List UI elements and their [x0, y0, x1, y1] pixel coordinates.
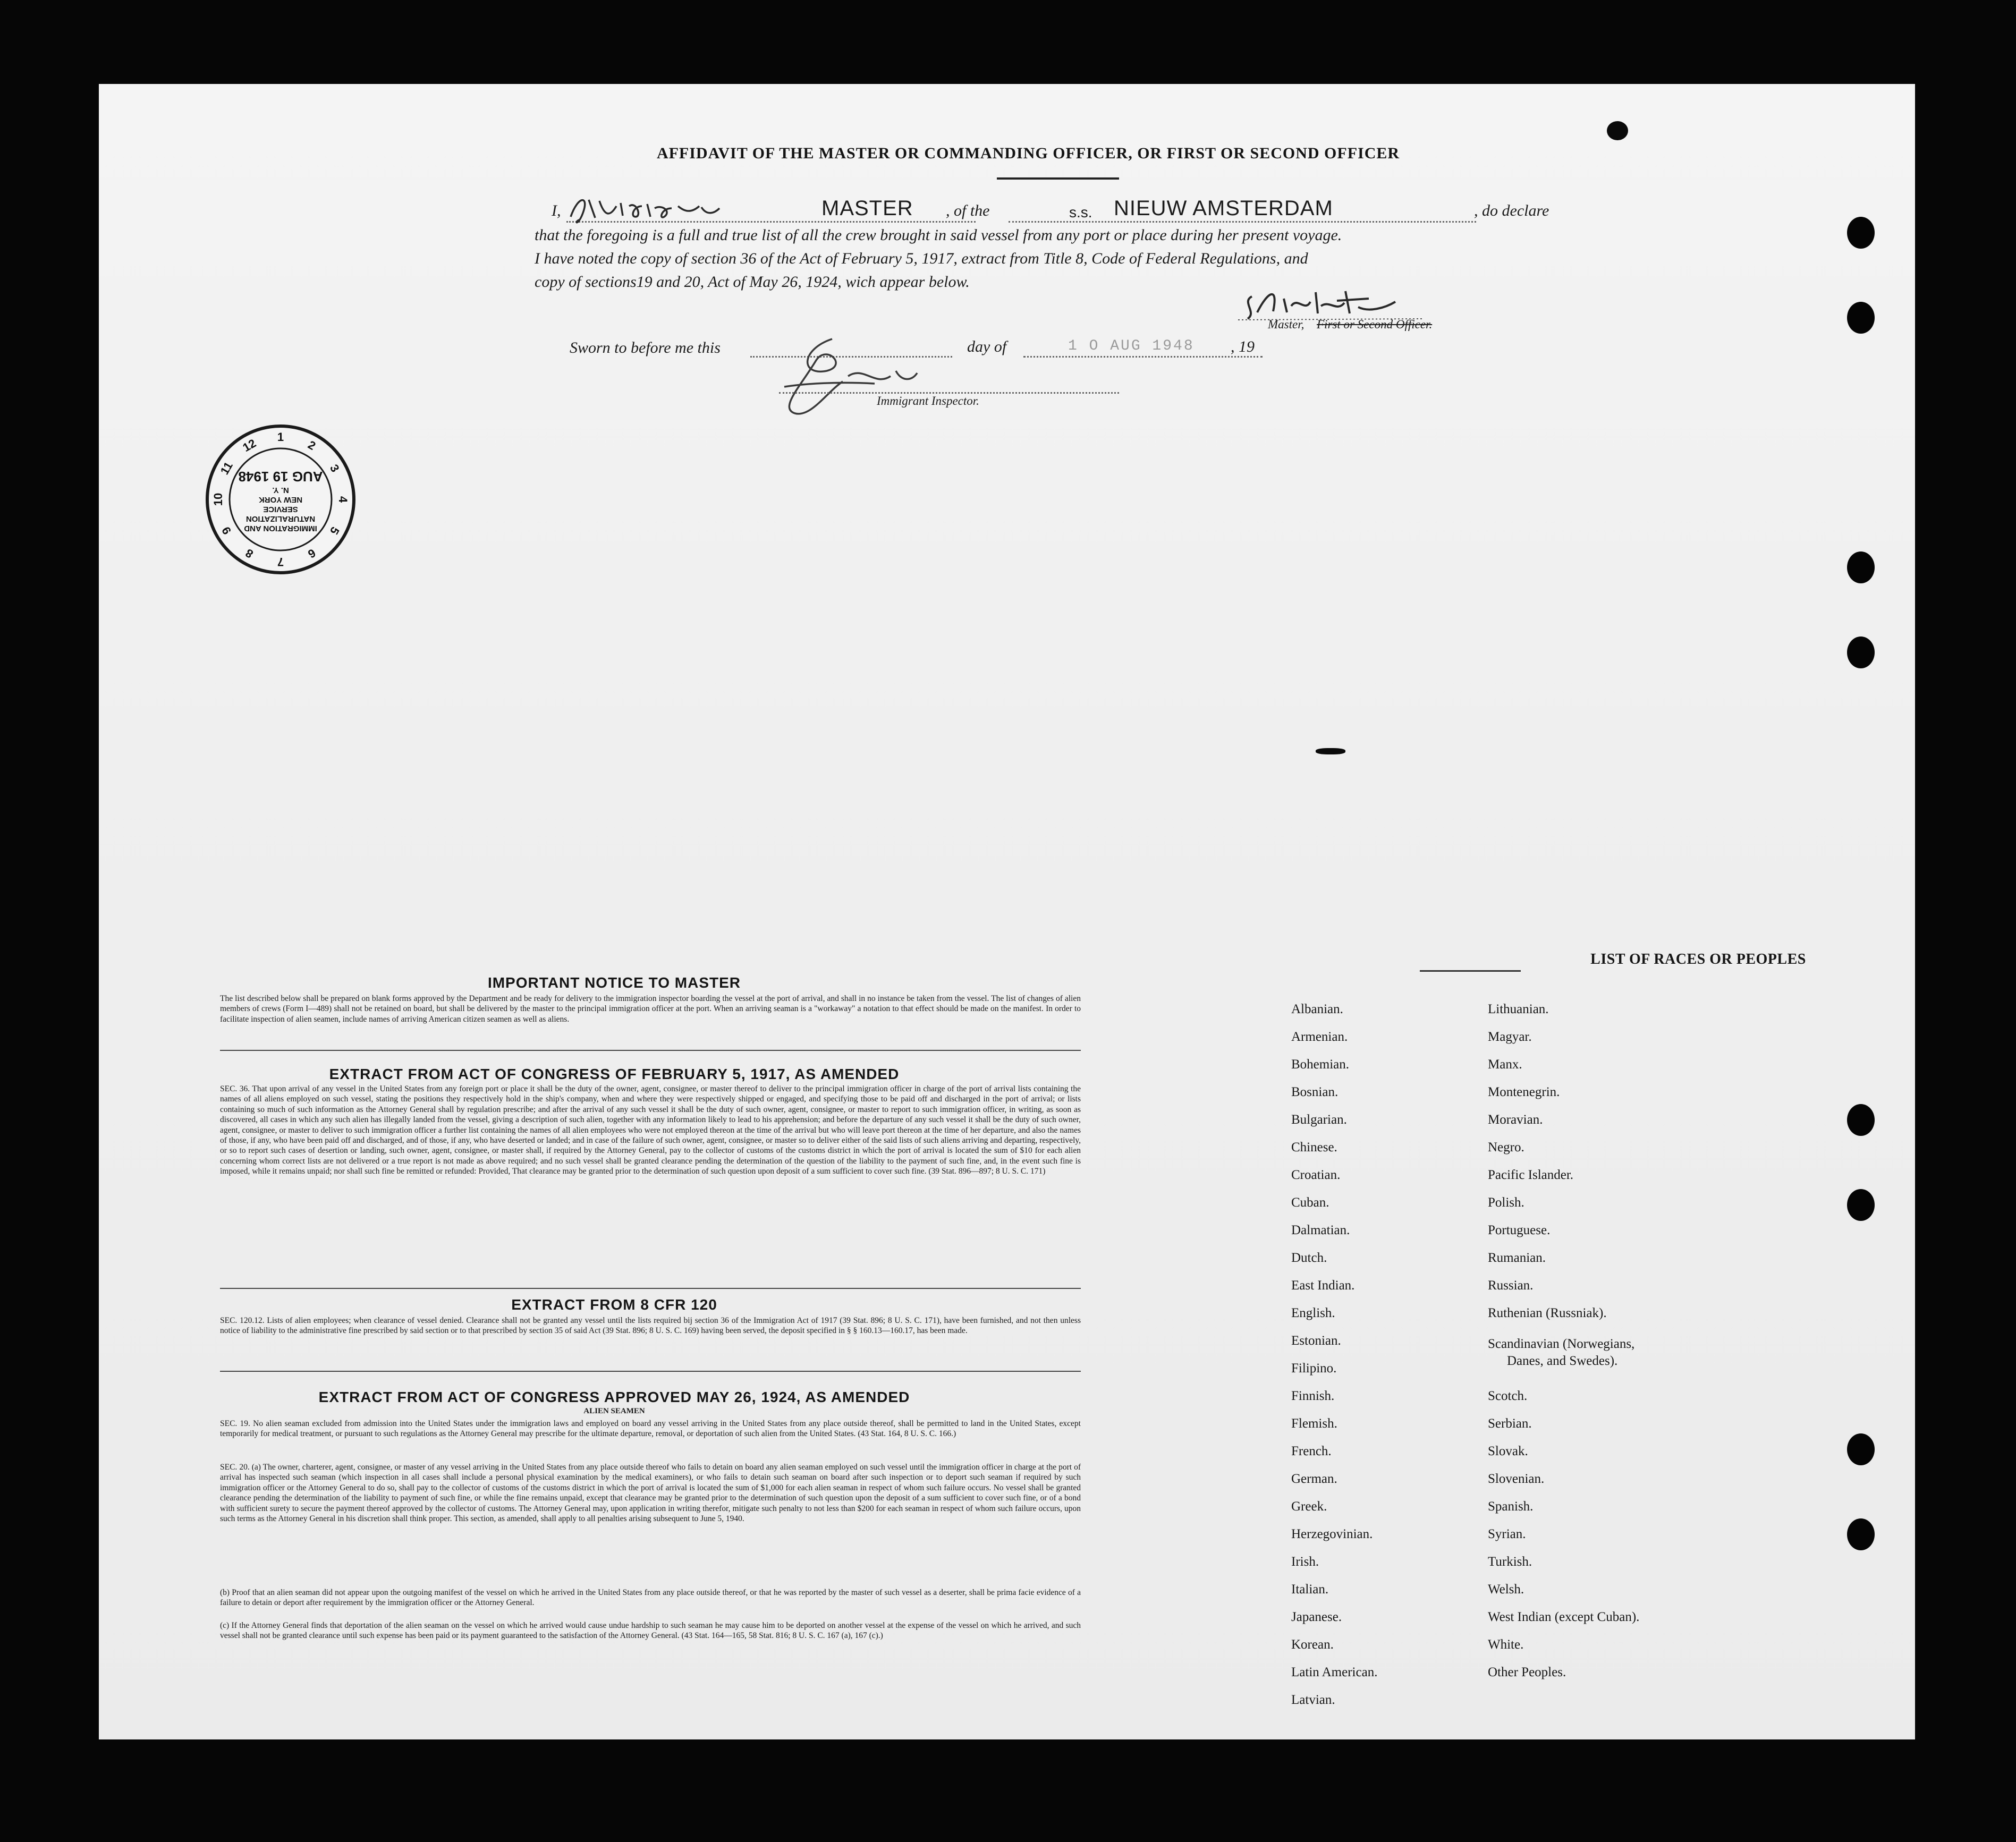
stamp-org-line: NATURALIZATION	[245, 514, 316, 523]
race-item: Scotch.	[1488, 1389, 1528, 1403]
race-item: Slovak.	[1488, 1444, 1528, 1458]
race-item: Korean.	[1291, 1637, 1334, 1652]
race-item: French.	[1291, 1444, 1332, 1458]
year-prefix: , 19	[1231, 338, 1255, 355]
master-name-signature	[567, 190, 727, 227]
stamp-ring-number: 6	[306, 546, 318, 561]
stamp-ring-number: 10	[211, 493, 225, 506]
race-item: Irish.	[1291, 1555, 1319, 1569]
punch-hole	[1847, 1433, 1875, 1465]
race-item: German.	[1291, 1472, 1337, 1486]
affidavit-line-4: copy of sections19 and 20, Act of May 26, 1924, wich appear below.	[535, 273, 970, 291]
race-item: Latvian.	[1291, 1693, 1335, 1707]
notice-body: The list described below shall be prepared on blank forms approved by the Department and be ready for delivery to the immigration inspector boarding the vessel at the port of arrival, and shall in no instance be taken from the vessel. The list of changes of alien members of crews (Form I—489) shall not be retained on board, but shall be delivered by the master to the principal immigration officer at the port. When an arriving seaman is a "workaway" a notation to that effect should be made on the manifest. In order to facilitate inspection of alien seamen, include names of arriving American citizen seamen as well as aliens.	[220, 994, 1081, 1024]
race-item: Welsh.	[1488, 1582, 1524, 1597]
affidavit-line-2: that the foregoing is a full and true list of all the crew brought in said vessel from any port or place during her present voyage.	[535, 226, 1342, 244]
race-item: Negro.	[1488, 1140, 1524, 1155]
extract-1924-sec19: SEC. 19. No alien seaman excluded from admission into the United States under the immigration laws and employed on board any vessel arriving in the United States from any place outside thereof, shall be permitted to land in the United States, except temporarily for medical treatment, or pursuant to such regulations as the Attorney General may prescribe for the ultimate departure, removal, or deportation of such alien from the United States. (43 Stat. 164, 8 U. S. C. 166.)	[220, 1419, 1081, 1439]
stamp-date: AUG 19 1948	[238, 469, 323, 485]
race-item: Albanian.	[1291, 1002, 1343, 1016]
document-page	[99, 84, 1915, 1739]
race-item: West Indian (except Cuban).	[1488, 1610, 1640, 1624]
race-item: Bulgarian.	[1291, 1113, 1347, 1127]
punch-hole	[1847, 1104, 1875, 1136]
stamp-org-line: N. Y.	[272, 486, 289, 495]
extract-1924-subheading: ALIEN SEAMEN	[583, 1407, 645, 1415]
race-item: Other Peoples.	[1488, 1665, 1566, 1679]
sworn-date-stamp: 1 O AUG 1948	[1068, 338, 1195, 354]
stamp-ring-number: 1	[277, 430, 284, 444]
stamp-ring-number: 12	[240, 436, 259, 455]
race-item: Chinese.	[1291, 1140, 1337, 1155]
race-item: Serbian.	[1488, 1416, 1532, 1431]
race-item: Armenian.	[1291, 1030, 1348, 1044]
race-item: Herzegovinian.	[1291, 1527, 1373, 1541]
stamp-ring-number: 5	[327, 524, 342, 537]
race-item: Estonian.	[1291, 1334, 1341, 1348]
race-item: Rumanian.	[1488, 1251, 1546, 1265]
race-item: Greek.	[1291, 1499, 1327, 1514]
stamp-ring-number: 8	[243, 546, 256, 561]
ss-prefix: s.s.	[1069, 204, 1092, 220]
race-item: Magyar.	[1488, 1030, 1532, 1044]
affidavit-title: AFFIDAVIT OF THE MASTER OR COMMANDING OFFICER, OR FIRST OR SECOND OFFICER	[656, 145, 1400, 162]
race-item: Syrian.	[1488, 1527, 1526, 1541]
extract-8cfr-body: SEC. 120.12. Lists of alien employees; when clearance of vessel denied. Clearance shall not be granted any vessel until the lists required bij section 36 of the Immigration Act of 1917 (39 Stat. 896; 8 U. S. C. 171), have been furnished, and not then unless notice of liability to the administrative fine prescribed by said section or to that prescribed by section 35 of said Act (39 Stat. 896; 8 U. S. C. 169) having been served, the deposit specified in § § 160.13—160.17, has been made.	[220, 1316, 1081, 1336]
ink-blot	[1607, 121, 1628, 140]
punch-hole	[1847, 636, 1875, 668]
race-item: Montenegrin.	[1488, 1085, 1560, 1099]
race-item: White.	[1488, 1637, 1524, 1652]
separator	[220, 1050, 1081, 1051]
race-item: Manx.	[1488, 1057, 1522, 1072]
extract-1917-body: SEC. 36. That upon arrival of any vessel in the United States from any foreign port or place it shall be the duty of the owner, agent, consignee, or master thereof to deliver to the principal immigration officer in charge of the port of arrival lists containing the names of all aliens employed on such vessel, stating the positions they respectively hold in the ship's company, when and where they were respectively shipped or engaged, and specifying those to be paid off and discharged in the port of arrival; or lists containing so much of such information as the Attorney General shall by regulation prescribe; and after the arrival of any such vessel it shall be the duty of such owner, agent, consignee, or master to report to such immigration officer, in writing, as soon as discovered, all cases in which any such alien has illegally landed from the vessel, giving a description of such alien, together with any information likely to lead to his apprehension; and before the departure of any such vessel it shall be the duty of such owner, agent, consignee, or master to deliver to such immigration officer a further list containing the names of all alien employees who were not employed thereon at the time of the arrival but who will leave port thereon at the time of her departure, and also the names of those, if any, who have been paid off and discharged, and of those, if any, who have deserted or landed; and in case of the failure of such owner, agent, consignee, or master so to deliver either of the said lists of such aliens arriving and departing, respectively, or so to report such cases of desertion or landing, such owner, agent, consignee, or master shall, if required by the Attorney General, pay to the collector of customs of the customs district in which the port of arrival is located the sum of $10 for each alien concerning whom correct lists are not delivered or a true report is not made as above required; and no such vessel shall be granted clearance pending the determination of the question of the liability to the payment of such fine, and, in the event such fine is imposed, while it remains unpaid; nor shall such fine be remitted or refunded: Provided, That clearance may be granted prior to the determination of such question upon deposit of a sum sufficient to cover such fine. (39 Stat. 896—897; 8 U. S. C. 171)	[220, 1084, 1081, 1176]
race-item: Spanish.	[1488, 1499, 1534, 1514]
race-item: Russian.	[1488, 1278, 1534, 1293]
race-item: Dutch.	[1291, 1251, 1327, 1265]
immigration-date-stamp	[203, 422, 358, 577]
race-item: Finnish.	[1291, 1389, 1335, 1403]
separator	[220, 1288, 1081, 1289]
sworn-date-line	[1023, 356, 1263, 358]
stamp-ring-number: 3	[327, 462, 342, 474]
race-item: Scandinavian (Norwegians,	[1488, 1337, 1635, 1351]
sworn-label: Sworn to before me this	[570, 339, 721, 356]
inspector-line	[779, 392, 1119, 394]
punch-hole	[1847, 551, 1875, 583]
extract-1924-heading: EXTRACT FROM ACT OF CONGRESS APPROVED MAY 26, 1924, AS AMENDED	[318, 1389, 910, 1405]
signature-caption-struck: First or Second Officer.	[1317, 318, 1433, 331]
day-of-label: day of	[967, 338, 1007, 355]
race-item: Bosnian.	[1291, 1085, 1339, 1099]
stamp-ring-number: 4	[336, 496, 350, 503]
race-item: Moravian.	[1488, 1113, 1543, 1127]
extract-1924-sec20a: SEC. 20. (a) The owner, charterer, agent, consignee, or master of any vessel arriving in the United States from any place outside thereof who fails to detain on board any alien seaman employed on such vessel until the immigration officer in charge at the port of arrival has inspected such seaman (which inspection in all cases shall include a personal physical examination by the medical examiners), or who fails to detain such seaman on board after such inspection or to deport such seaman if required by such immigration officer or the Attorney General to do so, shall pay to the collector of customs of the customs district in which the port of arrival is located the sum of $1,000 for each alien seaman in respect of whom such failure occurs. No vessel shall be granted clearance pending the determination of the liability to payment of such fine, or while the fine remains unpaid, except that clearance may be granted prior to the determination of such question upon the deposit of a sum sufficient to cover such fine, or of a bond with sufficient surety to secure the payment thereof approved by the collector of customs. The Attorney General may, upon application in writing therefor, mitigate such penalty to not less than $200 for each seaman in respect of whom such failure occurs, upon such terms as the Attorney General in his discretion shall think proper. This section, as amended, shall apply to all penalties arising subsequent to June 5, 1940.	[220, 1463, 1081, 1524]
do-declare-label: , do declare	[1474, 202, 1549, 219]
race-item: Bohemian.	[1291, 1057, 1350, 1072]
punch-hole	[1847, 302, 1875, 334]
stamp-org-line: NEW YORK	[258, 495, 303, 504]
ink-mark	[1316, 748, 1345, 754]
race-item: Japanese.	[1291, 1610, 1342, 1624]
title-rule	[997, 177, 1119, 180]
races-title: LIST OF RACES OR PEOPLES	[1590, 951, 1806, 967]
extract-1917-heading: EXTRACT FROM ACT OF CONGRESS OF FEBRUARY 5, 1917, AS AMENDED	[329, 1066, 900, 1082]
race-item: Flemish.	[1291, 1416, 1337, 1431]
race-item: Cuban.	[1291, 1195, 1329, 1210]
race-item: Polish.	[1488, 1195, 1524, 1210]
stamp-ring-number: 9	[219, 524, 234, 537]
separator	[220, 1371, 1081, 1372]
stamp-ring-number: 2	[306, 438, 318, 453]
punch-hole	[1847, 1189, 1875, 1221]
vessel-name: NIEUW AMSTERDAM	[1114, 197, 1333, 220]
notice-heading: IMPORTANT NOTICE TO MASTER	[487, 974, 741, 991]
stamp-ring-number: 7	[277, 555, 284, 568]
of-the-label: , of the	[946, 202, 990, 219]
vessel-line	[1009, 221, 1476, 223]
punch-hole	[1847, 1518, 1875, 1550]
race-item: Portuguese.	[1488, 1223, 1551, 1237]
race-item: Pacific Islander.	[1488, 1168, 1574, 1182]
race-item: East Indian.	[1291, 1278, 1355, 1293]
race-item: Dalmatian.	[1291, 1223, 1350, 1237]
race-item: Croatian.	[1291, 1168, 1341, 1182]
extract-8cfr-heading: EXTRACT FROM 8 CFR 120	[511, 1296, 717, 1313]
race-item: Lithuanian.	[1488, 1002, 1549, 1016]
race-item: Turkish.	[1488, 1555, 1532, 1569]
race-item: Filipino.	[1291, 1361, 1337, 1376]
extract-1924-sec20b: (b) Proof that an alien seaman did not appear upon the outgoing manifest of the vessel on which he arrived in the United States from any place outside thereof, or that he was reported by the master of such vessel as a deserter, shall be prima facie evidence of a failure to detain or deport after requirement by the immigration officer or the Attorney General.	[220, 1588, 1081, 1608]
i-label: I,	[552, 202, 561, 219]
extract-1924-sec20c: (c) If the Attorney General finds that deportation of the alien seaman on the vessel on which he arrived would cause undue hardship to such seaman he may cause him to be deported on another vessel at the expense of the vessel on which he arrived, and such vessel shall not be granted clearance until such expense has been paid or its payment guaranteed to the satisfaction of the Attorney General. (43 Stat. 164—165, 58 Stat. 816; 8 U. S. C. 167 (a), 167 (c).)	[220, 1621, 1081, 1641]
stamp-org-line: IMMIGRATION AND	[244, 524, 317, 533]
stamp-org-line: SERVICE	[263, 505, 298, 514]
inspector-caption: Immigrant Inspector.	[877, 394, 979, 408]
races-rule	[1420, 970, 1521, 972]
race-item: Slovenian.	[1488, 1472, 1545, 1486]
race-item: Latin American.	[1291, 1665, 1378, 1679]
stamp-ring-number: 11	[217, 459, 235, 477]
race-item: Italian.	[1291, 1582, 1329, 1597]
master-rank: MASTER	[821, 197, 913, 220]
race-item: Ruthenian (Russniak).	[1488, 1306, 1607, 1320]
affidavit-line-3: I have noted the copy of section 36 of the Act of February 5, 1917, extract from Title 8, Code of Federal Regulations, and	[535, 250, 1308, 267]
signature-caption-master: Master,	[1268, 318, 1305, 331]
race-item: English.	[1291, 1306, 1335, 1320]
race-item: Danes, and Swedes).	[1507, 1354, 1618, 1368]
punch-hole	[1847, 217, 1875, 249]
